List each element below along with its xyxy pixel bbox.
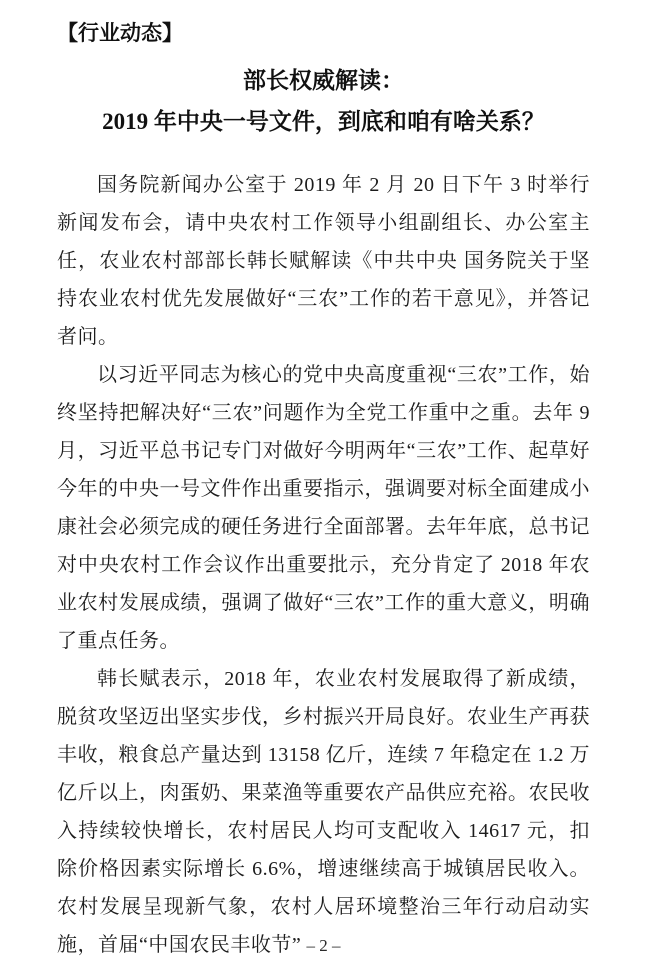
page-number: – 2 – [306,936,341,955]
body-paragraph: 以习近平同志为核心的党中央高度重视“三农”工作，始终坚持把解决好“三农”问题作为全党工作重中之重。去年 9 月，习近平总书记专门对做好今明两年“三农”工作、起草好今年的中央一号文件作出重要指示，强调要对标全面建成小康社会必须完成的硬任务进行全面部署。去年年底，总书记对中央农村工作会议作出重要批示，充分肯定了 2018 年农业农村发展成绩，强调了做好“三农”工作的重大意义，明确了重点任务。 [57,364,590,652]
article-body [57,166,590,964]
article-title-line1: 部长权威解读： [243,68,404,93]
body-paragraph: 国务院新闻办公室于 2019 年 2 月 20 日下午 3 时举行新闻发布会，请中央农村工作领导小组副组长、办公室主任，农业农村部部长韩长赋解读《中共中央 国务院关于坚持农业农村优先发展做好“三农”工作的若干意见》，并答记者问。 [57,174,590,348]
section-tag: 【行业动态】 [57,22,183,45]
body-paragraph: 韩长赋表示，2018 年，农业农村发展取得了新成绩，脱贫攻坚迈出坚实步伐，乡村振兴开局良好。农业生产再获丰收，粮食总产量达到 13158 亿斤，连续 7 年稳定在 1.2 万亿斤以上，肉蛋奶、果菜渔等重要农产品供应充裕。农民收入持续较快增长，农村居民人均可支配收入 14617 元，扣除价格因素实际增长 6.6%，增速继续高于城镇居民收入。农村发展呈现新气象，农村人居环境整治三年行动启动实施，首届“中国农民丰收节” [57,668,590,956]
article-title-line2: 2019 年中央一号文件，到底和咱有啥关系？ [102,109,545,134]
article-title [57,60,590,142]
